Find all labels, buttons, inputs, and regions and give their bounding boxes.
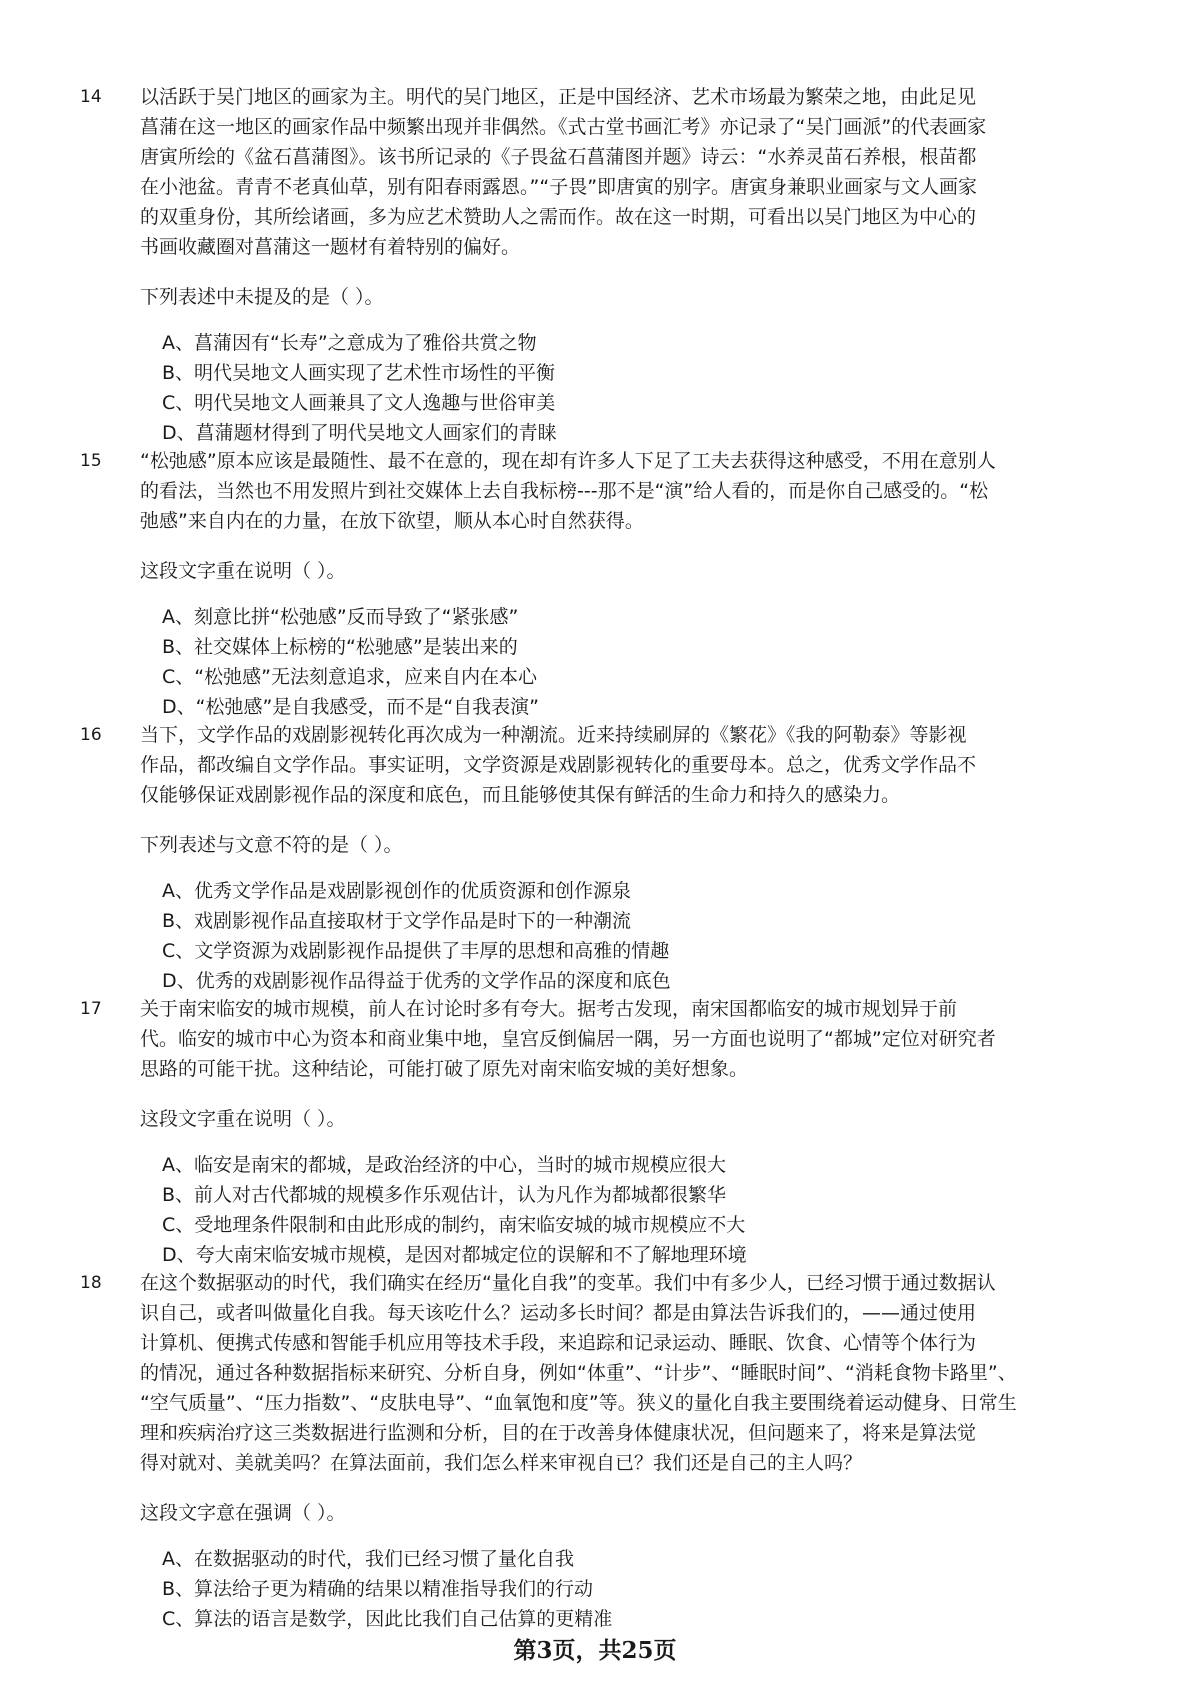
question-passage: 以活跃于吴门地区的画家为主。明代的吴门地区，正是中国经济、艺术市场最为繁荣之地，由此足见 菖蒲在这一地区的画家作品中频繁出现并非偶然。《式古堂书画汇考》亦记录了“吴门画派”的代表画家 唐寅所绘的《盆石菖蒲图》。该书所记录的《子畏盆石菖蒲图并题》诗云：“水养灵苗石养根，根苗都 在小池盆。青青不老真仙草，别有阳春雨露恩。”“子畏”即唐寅的别字。唐寅身兼职业画家与文人画家 的双重身份，其所绘诸画，多为应艺术赞助人之需而作。故在这一时期，可看出以吴门地区为中心的 书画收藏圈对菖蒲这一题材有着特别的偏好。 [140,86,987,258]
question-passage: “松弛感”原本应该是最随性、最不在意的，现在却有许多人下足了工夫去获得这种感受，不用在意别人 的看法，当然也不用发照片到社交媒体上去自我标榜---那不是“演”给人看的，而是你自己感受的。“松 弛感”来自内在的力量，在放下欲望，顺从本心时自然获得。 [140,450,996,532]
answer-options [162,328,557,448]
question-number: 17 [80,999,102,1019]
option-b: B、算法给子更为精确的结果以精准指导我们的行动 [162,1578,594,1600]
question-passage: 关于南宋临安的城市规模，前人在讨论时多有夸大。据考古发现，南宋国都临安的城市规划异于前 代。临安的城市中心为资本和商业集中地，皇宫反倒偏居一隅，另一方面也说明了“都城”定位对研究者 思路的可能干扰。这种结论，可能打破了原先对南宋临安城的美好想象。 [140,998,996,1080]
option-c: C、“松弛感”无法刻意追求，应来自内在本心 [162,666,537,688]
page-footer: 第3页，共25页 [513,1637,677,1664]
question-number: 16 [80,725,102,745]
question-prompt: 这段文字重在说明（ ）。 [140,1108,346,1130]
answer-options [162,602,539,722]
question-prompt: 这段文字意在强调（ ）。 [140,1502,346,1524]
option-a: A、刻意比拼“松弛感”反而导致了“紧张感” [162,606,519,628]
option-d: D、菖蒲题材得到了明代吴地文人画家们的青睐 [162,422,557,444]
question-number: 15 [80,451,102,471]
question-number: 18 [80,1273,102,1293]
option-b: B、前人对古代都城的规模多作乐观估计，认为凡作为都城都很繁华 [162,1184,727,1206]
answer-options [162,1150,747,1270]
option-c: C、明代吴地文人画兼具了文人逸趣与世俗审美 [162,392,556,414]
option-d: D、夸大南宋临安城市规模，是因对都城定位的误解和不了解地理环境 [162,1244,747,1266]
option-d: D、“松弛感”是自我感受，而不是“自我表演” [162,696,540,718]
option-b: B、社交媒体上标榜的“松驰感”是装出来的 [162,636,518,658]
question-prompt: 下列表述中未提及的是（ ）。 [140,286,384,308]
option-a: A、菖蒲因有“长寿”之意成为了雅俗共赏之物 [162,332,537,354]
question-passage: 在这个数据驱动的时代，我们确实在经历“量化自我”的变革。我们中有多少人，已经习惯于通过数据认 识自己，或者叫做量化自我。每天该吃什么？运动多长时间？都是由算法告诉我们的，——通过使用 计算机、便携式传感和智能手机应用等技术手段，来追踪和记录运动、睡眠、饮食、心情等个体行为 的情况，通过各种数据指标来研究、分析自身，例如“体重”、“计步”、“睡眠时间”、“消耗食物卡路里”、 “空气质量”、“压力指数”、“皮肤电导”、“血氧饱和度”等。狭义的量化自我主要围绕着运动健身、日常生 理和疾病治疗这三类数据进行监测和分析，目的在于改善身体健康状况，但问题来了，将来是算法觉 得对就对、美就美吗？在算法面前，我们怎么样来审视自已？我们还是自己的主人吗？ [140,1272,1017,1474]
option-c: C、文学资源为戏剧影视作品提供了丰厚的思想和高雅的情趣 [162,940,670,962]
question-passage: 当下，文学作品的戏剧影视转化再次成为一种潮流。近来持续刷屏的《繁花》《我的阿勒泰》等影视 作品，都改编自文学作品。事实证明，文学资源是戏剧影视转化的重要母本。总之，优秀文学作品不 仅能够保证戏剧影视作品的深度和底色，而且能够使其保有鲜活的生命力和持久的感染力。 [140,724,977,806]
option-a: A、临安是南宋的都城，是政治经济的中心，当时的城市规模应很大 [162,1154,726,1176]
option-b: B、明代吴地文人画实现了艺术性市场性的平衡 [162,362,556,384]
option-a: A、在数据驱动的时代，我们已经习惯了量化自我 [162,1548,574,1570]
option-c: C、受地理条件限制和由此形成的制约，南宋临安城的城市规模应不大 [162,1214,746,1236]
option-d: D、优秀的戏剧影视作品得益于优秀的文学作品的深度和底色 [162,970,671,992]
option-c: C、算法的语言是数学，因此比我们自己估算的更精准 [162,1608,613,1630]
option-a: A、优秀文学作品是戏剧影视创作的优质资源和创作源泉 [162,880,631,902]
option-b: B、戏剧影视作品直接取材于文学作品是时下的一种潮流 [162,910,632,932]
question-number: 14 [80,87,102,107]
answer-options [162,1544,612,1634]
question-prompt: 下列表述与文意不符的是（ ）。 [140,834,403,856]
answer-options [162,876,671,996]
question-prompt: 这段文字重在说明（ ）。 [140,560,346,582]
